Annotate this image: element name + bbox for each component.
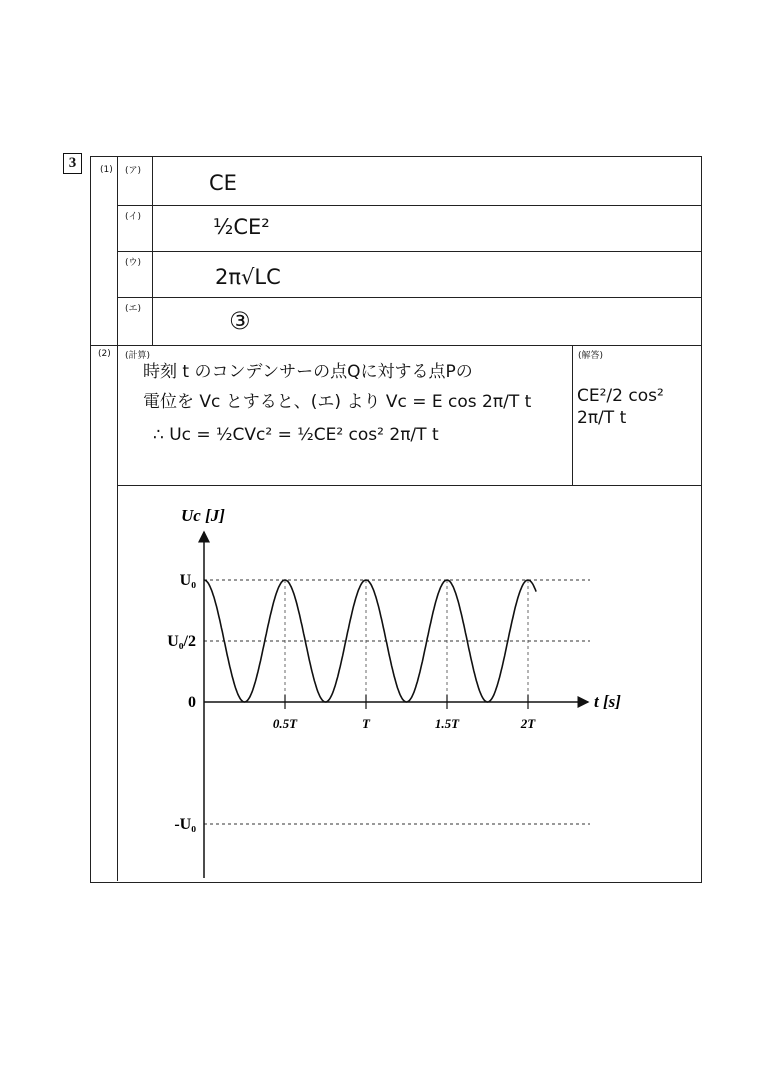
row-divider xyxy=(117,205,701,206)
y-tick-label: -U₀ xyxy=(174,816,196,833)
subpart-label-a: (ア) xyxy=(125,166,142,176)
subpart-label-i: (イ) xyxy=(125,212,142,222)
part2-label: (2) xyxy=(98,349,111,359)
x-tick-label: 0.5T xyxy=(272,716,298,731)
y-axis-label: Uc [J] xyxy=(181,506,225,525)
part1-label: (1) xyxy=(100,165,113,175)
y-tick-label: 0 xyxy=(188,694,196,711)
y-tick-label: U₀ xyxy=(179,572,196,589)
x-tick-label: T xyxy=(362,716,370,731)
question-number: 3 xyxy=(63,153,82,174)
answer-u: 2π√LC xyxy=(215,265,281,289)
answer-e: ③ xyxy=(229,307,251,335)
final-answer-label: (解答) xyxy=(578,351,604,361)
answer-column-divider xyxy=(572,345,573,485)
final-answer: CE²/2 cos² 2π/T t xyxy=(577,386,664,428)
answer-sheet-frame xyxy=(90,156,702,883)
subpart-label-e: (エ) xyxy=(125,304,142,314)
part-divider xyxy=(91,345,701,346)
answer-a: CE xyxy=(209,171,237,195)
row-divider xyxy=(117,297,701,298)
calc-line-1: 時刻 t のコンデンサーの点Qに対する点Pの xyxy=(143,362,473,382)
x-tick-label: 1.5T xyxy=(434,716,460,731)
y-tick-label: U₀/2 xyxy=(167,633,196,650)
row-divider xyxy=(117,251,701,252)
x-tick-label: 2T xyxy=(520,716,536,731)
calc-line-2: 電位を Vc とすると、(エ) より Vc = E cos 2π/T t xyxy=(143,392,532,412)
answer-i: ½CE² xyxy=(213,215,270,239)
x-axis-label: t [s] xyxy=(594,692,621,711)
calc-label: (計算) xyxy=(125,351,151,361)
calc-line-3: ∴ Uc = ½CVc² = ½CE² cos² 2π/T t xyxy=(153,425,439,445)
graph xyxy=(118,486,698,880)
subpart-label-u: (ウ) xyxy=(125,258,142,268)
